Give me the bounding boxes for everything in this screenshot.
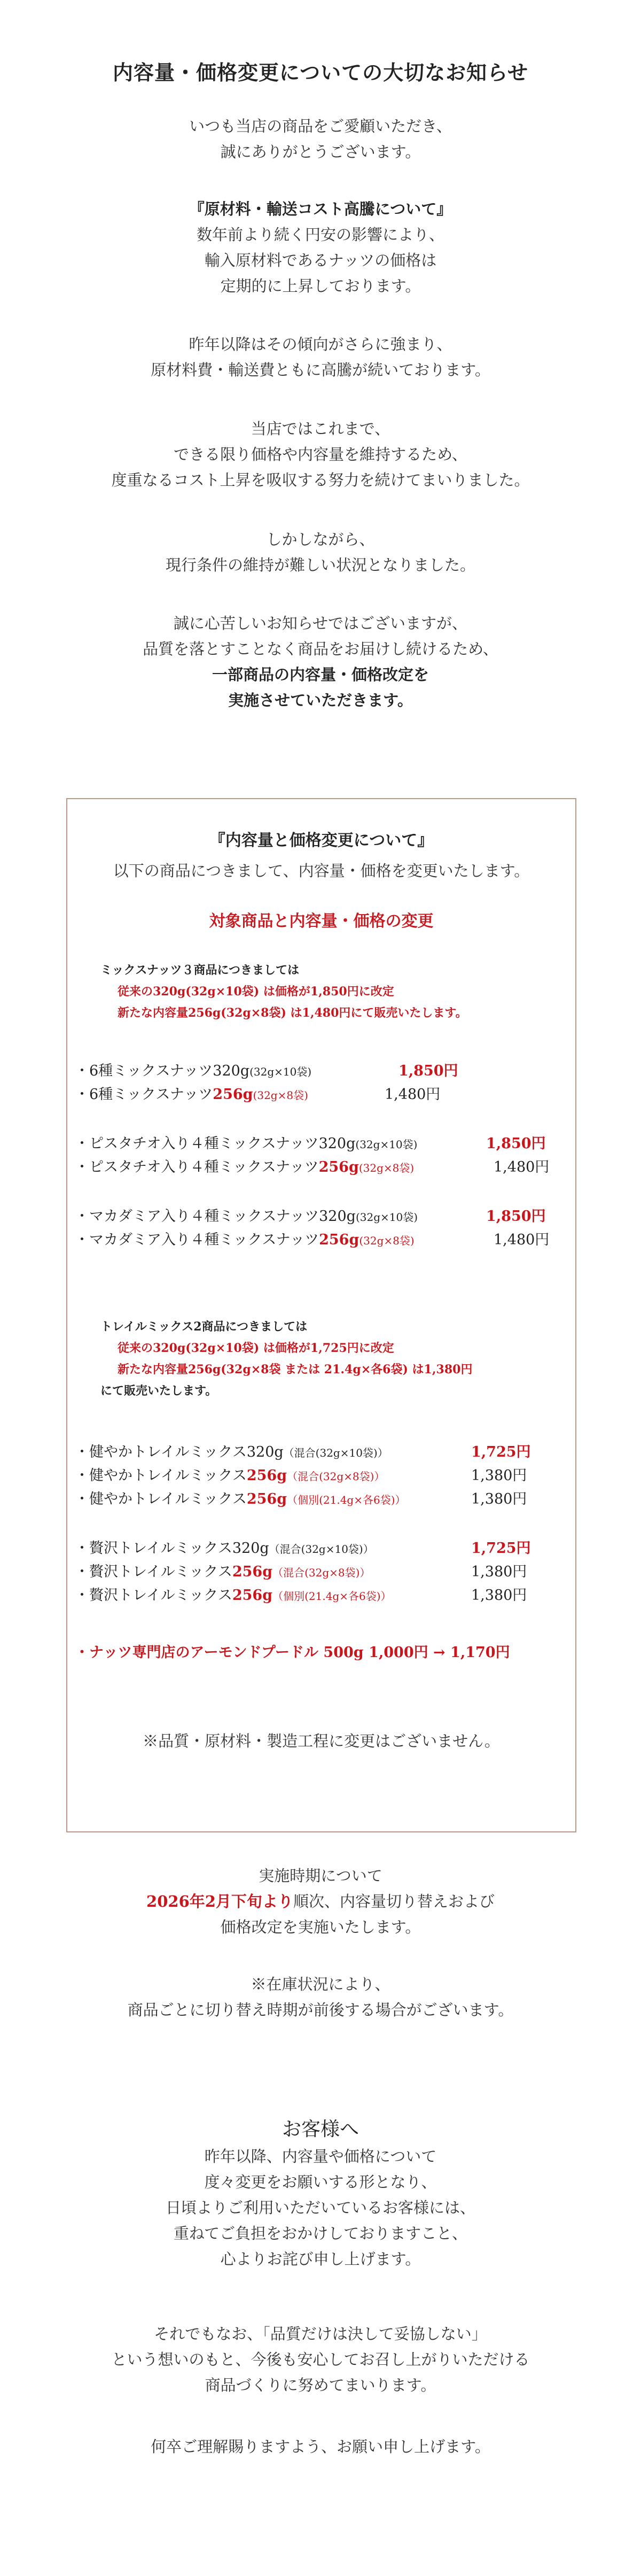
- closing-line: 何卒ご理解賜りますよう、お願い申し上げます。: [151, 2438, 490, 2456]
- product-price: 1,850円: [486, 1208, 546, 1225]
- product-name: ・健やかトレイルミックス: [75, 1467, 247, 1484]
- product-spec: (32g×10袋): [355, 1138, 418, 1151]
- product-size: 256g: [246, 1491, 287, 1507]
- effort-paragraph: [0, 416, 641, 493]
- product-name: ・6種ミックスナッツ320g: [75, 1063, 250, 1079]
- product-row: [75, 1488, 527, 1512]
- product-row: [75, 1441, 531, 1465]
- customer-paragraph: [0, 2144, 641, 2272]
- effort-line: 当店ではこれまで、: [251, 420, 390, 438]
- product-price: 1,480円: [385, 1086, 441, 1103]
- stock-line: 商品ごとに切り替え時期が前後する場合がございます。: [127, 2001, 514, 2019]
- product-size: 256g: [213, 1086, 253, 1103]
- product-name: ・6種ミックスナッツ: [75, 1086, 213, 1103]
- trail-note: [100, 1316, 472, 1402]
- product-row: [75, 1059, 458, 1084]
- customer-line: 度々変更をお願いする形となり、: [204, 2173, 437, 2191]
- mix-note: [100, 960, 467, 1024]
- announce-paragraph: [0, 610, 641, 713]
- schedule-paragraph: [0, 1863, 641, 1940]
- product-row: [75, 1584, 527, 1608]
- product-name: ・ピスタチオ入り４種ミックスナッツ320g: [75, 1135, 356, 1152]
- difficult-line: しかしながら、: [266, 530, 375, 548]
- schedule-date: 2026年2月下旬より: [146, 1892, 293, 1910]
- product-row: [75, 1560, 527, 1584]
- cost-paragraph: [0, 196, 641, 299]
- product-size: 256g: [232, 1587, 273, 1604]
- product-name: ・贅沢トレイルミックス320g: [75, 1540, 269, 1557]
- schedule-line: 実施時期について: [259, 1867, 382, 1885]
- announce-bold-line: 一部商品の内容量・価格改定を: [212, 666, 429, 684]
- product-name: ・マカダミア入り４種ミックスナッツ320g: [75, 1208, 356, 1225]
- trail-note-line: にて販売いたします。: [100, 1384, 217, 1398]
- product-spec: (32g×10袋): [249, 1065, 312, 1078]
- cost-line: 数年前より続く円安の影響により、: [196, 226, 444, 244]
- product-spec: (32g×8袋): [253, 1089, 308, 1102]
- mix-note-head: ミックスナッツ３商品につきましては: [100, 963, 300, 977]
- product-price: 1,380円: [471, 1564, 527, 1580]
- schedule-line: [0, 1889, 641, 1914]
- product-price: 1,380円: [471, 1587, 527, 1604]
- box-intro: 以下の商品につきまして、内容量・価格を変更いたします。: [113, 862, 530, 880]
- announce-bold-line: 実施させていただきます。: [228, 691, 413, 709]
- customer-line: 昨年以降、内容量や価格について: [204, 2147, 437, 2165]
- effort-line: できる限り価格や内容量を維持するため、: [174, 445, 467, 463]
- customer-line: 心よりお詫び申し上げます。: [220, 2250, 421, 2268]
- product-price: 1,725円: [471, 1540, 531, 1557]
- product-spec: （混合(32g×10袋)）: [283, 1446, 388, 1459]
- intro-line: いつも当店の商品をご愛顧いただき、: [189, 117, 452, 135]
- product-price: 1,380円: [471, 1491, 527, 1507]
- box-title: 『内容量と価格変更について』: [209, 831, 434, 850]
- product-spec: (32g×8袋): [359, 1234, 415, 1247]
- product-spec: （混合(32g×10袋)）: [269, 1543, 374, 1556]
- trail-note-line: 従来の320g(32g×10袋) は価格が1,725円に改定: [118, 1341, 394, 1355]
- product-size: 256g: [318, 1159, 359, 1175]
- promise-line: 商品づくりに努めてまいります。: [205, 2376, 436, 2394]
- trail-note-head: トレイルミックス2商品につきましては: [100, 1320, 308, 1334]
- promise-line: それでもなお、「品質だけは決して妥協しない」: [154, 2325, 487, 2343]
- cost-heading: 『原材料・輸送コスト高騰について』: [189, 200, 452, 218]
- product-spec: （混合(32g×8袋)）: [287, 1470, 385, 1483]
- product-row: [75, 1537, 531, 1561]
- promise-line: という想いのもと、今後も安心してお召し上がりいただける: [111, 2350, 530, 2369]
- difficult-paragraph: [0, 527, 641, 578]
- box-footer-note: ※品質・原材料・製造工程に変更はございません。: [143, 1732, 500, 1750]
- customer-line: 日頃よりご利用いただいているお客様には、: [165, 2199, 475, 2217]
- mix-note-line: 従来の320g(32g×10袋) は価格が1,850円に改定: [118, 985, 394, 999]
- trend-line: 原材料費・輸送費ともに高騰が続いております。: [151, 361, 490, 379]
- trend-line: 昨年以降はその傾向がさらに強まり、: [189, 335, 452, 353]
- product-size: 256g: [232, 1564, 273, 1580]
- intro-paragraph: [0, 113, 641, 165]
- product-price: 1,480円: [494, 1159, 550, 1175]
- product-row: [75, 1132, 546, 1156]
- product-price: 1,725円: [471, 1444, 531, 1460]
- customer-title: お客様へ: [282, 2118, 359, 2140]
- product-name: ・贅沢トレイルミックス: [75, 1587, 232, 1604]
- product-price: 1,380円: [471, 1467, 527, 1484]
- product-spec: （個別(21.4g×各6袋)）: [287, 1494, 406, 1506]
- trail-note-line: 新たな内容量256g(32g×8袋 または 21.4g×各6袋) は1,380円: [118, 1363, 473, 1376]
- difficult-line: 現行条件の維持が難しい状況となりました。: [165, 556, 475, 574]
- promise-paragraph: [0, 2321, 641, 2398]
- cost-line: 輸入原材料であるナッツの価格は: [204, 251, 437, 269]
- announce-line: 誠に心苦しいお知らせではございますが、: [173, 614, 468, 632]
- product-spec: （混合(32g×8袋)）: [272, 1566, 371, 1579]
- schedule-line: 価格改定を実施いたします。: [220, 1918, 421, 1936]
- product-name: ・贅沢トレイルミックス: [75, 1564, 232, 1580]
- product-price: 1,850円: [398, 1063, 458, 1079]
- page-title: 内容量・価格変更についての大切なお知らせ: [112, 60, 529, 84]
- product-size: 256g: [319, 1232, 359, 1248]
- stock-paragraph: [0, 1971, 641, 2023]
- trend-paragraph: [0, 331, 641, 383]
- product-row: [75, 1083, 441, 1107]
- product-spec: (32g×8袋): [358, 1162, 415, 1174]
- intro-line: 誠にありがとうございます。: [220, 143, 421, 161]
- change-details-box: [66, 798, 576, 1832]
- product-row: [75, 1464, 527, 1488]
- product-name: ・ピスタチオ入り４種ミックスナッツ: [75, 1159, 319, 1175]
- effort-line: 度重なるコスト上昇を吸収する努力を続けてまいりました。: [111, 471, 530, 489]
- customer-line: 重ねてご負担をおかけしておりますこと、: [173, 2224, 468, 2242]
- almond-row: ・ナッツ専門店のアーモンドプードル 500g 1,000円 → 1,170円: [75, 1644, 510, 1661]
- product-row: [75, 1156, 550, 1180]
- announce-line: 品質を落とすことなく商品をお届けし続けるため、: [143, 640, 498, 658]
- product-row: [75, 1228, 550, 1252]
- mix-note-line: 新たな内容量256g(32g×8袋) は1,480円にて販売いたします。: [118, 1006, 467, 1020]
- product-name: ・健やかトレイルミックス: [75, 1491, 247, 1507]
- product-price: 1,850円: [486, 1135, 546, 1152]
- product-name: ・健やかトレイルミックス320g: [75, 1444, 284, 1460]
- product-price: 1,480円: [494, 1232, 550, 1248]
- closing-paragraph: [0, 2434, 641, 2459]
- product-spec: （個別(21.4g×各6袋)）: [272, 1590, 392, 1603]
- cost-line: 定期的に上昇しております。: [220, 277, 421, 295]
- box-heading: 対象商品と内容量・価格の変更: [209, 912, 434, 931]
- product-size: 256g: [246, 1467, 287, 1484]
- stock-line: ※在庫状況により、: [251, 1975, 390, 1993]
- product-spec: (32g×10袋): [355, 1211, 418, 1224]
- product-row: [75, 1205, 546, 1229]
- product-name: ・マカダミア入り４種ミックスナッツ: [75, 1232, 319, 1248]
- schedule-rest: 順次、内容量切り替えおよび: [293, 1892, 495, 1910]
